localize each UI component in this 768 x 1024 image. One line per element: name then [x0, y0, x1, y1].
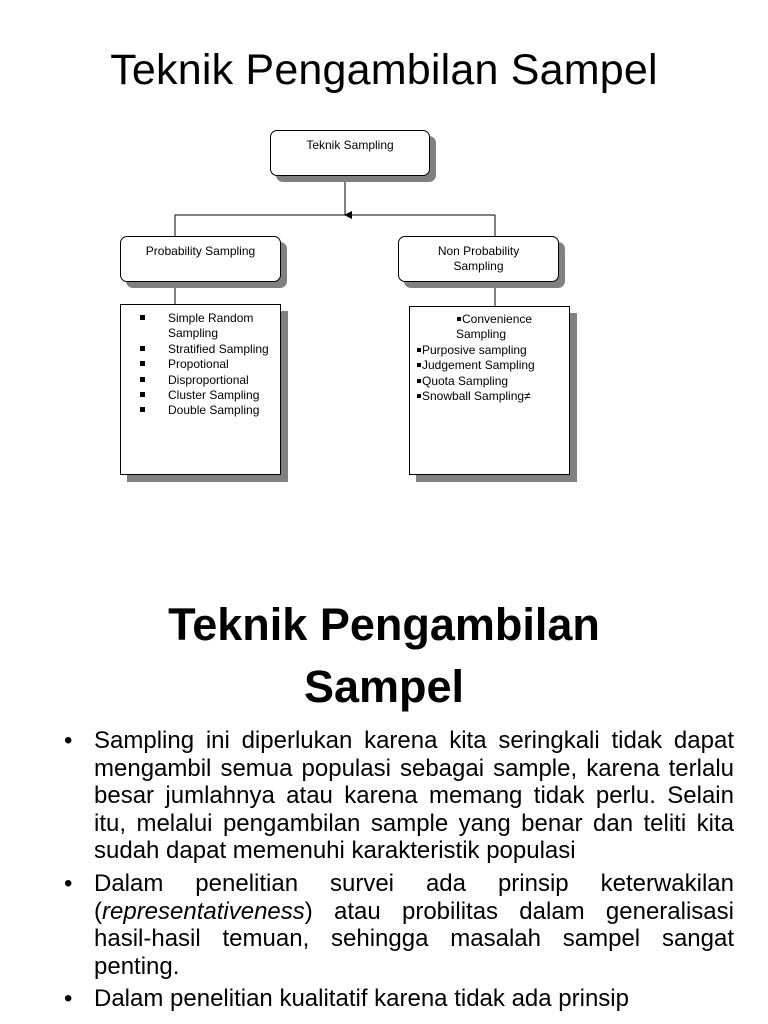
non-probability-methods-box — [409, 306, 570, 475]
list-item — [417, 312, 569, 327]
bullet-square-icon — [417, 394, 421, 398]
list-item-text: Judgement Sampling — [422, 358, 535, 373]
list-item-text: Double Sampling — [168, 403, 260, 418]
bullet-text: Dalam penelitian kualitatif karena tidak ada prinsip — [94, 985, 629, 1013]
bullet-square-icon — [140, 346, 145, 351]
list-item — [138, 357, 280, 372]
slide2-title — [0, 594, 768, 718]
node-non-probability-sampling — [398, 236, 559, 282]
bullet-dot-icon: • — [64, 985, 73, 1013]
slide2-bullet-list — [62, 727, 734, 1018]
list-item — [138, 373, 280, 388]
bullet-square-icon — [140, 377, 145, 382]
bullet-item — [62, 870, 734, 980]
list-item-text: Propotional — [168, 357, 229, 372]
list-item — [417, 374, 569, 389]
node-probability-sampling-label: Probability Sampling — [145, 244, 256, 258]
bullet-square-icon — [140, 407, 145, 412]
node-probability-sampling — [120, 236, 281, 282]
bullet-square-icon — [417, 348, 421, 352]
bullet-dot-icon: • — [64, 869, 73, 897]
bullet-square-icon — [457, 317, 461, 321]
bullet-square-icon — [417, 363, 421, 367]
list-item-text: Cluster Sampling — [168, 388, 260, 403]
bullet-square-icon — [140, 361, 145, 366]
list-item-text: Snowball Sampling≠ — [422, 389, 531, 404]
list-item-continuation: Sampling — [456, 327, 507, 342]
list-item-text: Disproportional — [168, 372, 249, 387]
bullet-square-icon — [417, 379, 421, 383]
bullet-square-icon — [140, 392, 145, 397]
bullet-text-part: Dalam penelitian survei ada prinsip keterwakilan ( — [94, 869, 734, 925]
list-item-text: Simple Random Sampling — [168, 311, 254, 341]
list-item-text: Purposive sampling — [422, 342, 527, 357]
list-item — [417, 358, 569, 373]
list-item-text: Stratified Sampling — [168, 341, 269, 356]
list-item-text: Quota Sampling — [422, 373, 509, 388]
bullet-square-icon — [140, 315, 145, 320]
list-item — [417, 389, 569, 404]
list-item — [138, 403, 280, 418]
bullet-text — [94, 870, 734, 980]
node-teknik-sampling-label: Teknik Sampling — [306, 138, 394, 152]
list-item — [417, 343, 569, 358]
list-item — [138, 311, 280, 342]
probability-methods-list — [138, 311, 280, 419]
bullet-text-part: ) atau probilitas dalam generalisasi hasil-hasil temuan, sehingga masalah sampel sangat penting. — [94, 897, 734, 980]
node-non-probability-label-line1: Non Probability — [437, 244, 520, 258]
node-non-probability-label-line2: Sampling — [453, 259, 504, 273]
slide1-title: Teknik Pengambilan Sampel — [110, 46, 658, 94]
slide2-title-line1: Teknik Pengambilan — [168, 599, 600, 650]
list-item — [138, 388, 280, 403]
slide2-title-line2: Sampel — [303, 661, 465, 712]
node-teknik-sampling — [270, 130, 430, 176]
bullet-text-emphasis: representativeness — [102, 897, 305, 925]
list-item-text: Convenience — [462, 312, 533, 326]
bullet-dot-icon: • — [64, 727, 73, 754]
bullet-item — [62, 985, 734, 1013]
probability-methods-box — [120, 304, 281, 475]
bullet-item — [62, 727, 734, 865]
bullet-text: Sampling ini diperlukan karena kita seringkali tidak dapat mengambil semua populasi sebagai sample, karena terlalu besar jumlahnya atau karena memang tidak perlu. Selain itu, melalui pengambilan sample yang benar dan teliti kita sudah dapat memenuhi karakteristik populasi — [94, 727, 734, 865]
list-item — [138, 342, 280, 357]
